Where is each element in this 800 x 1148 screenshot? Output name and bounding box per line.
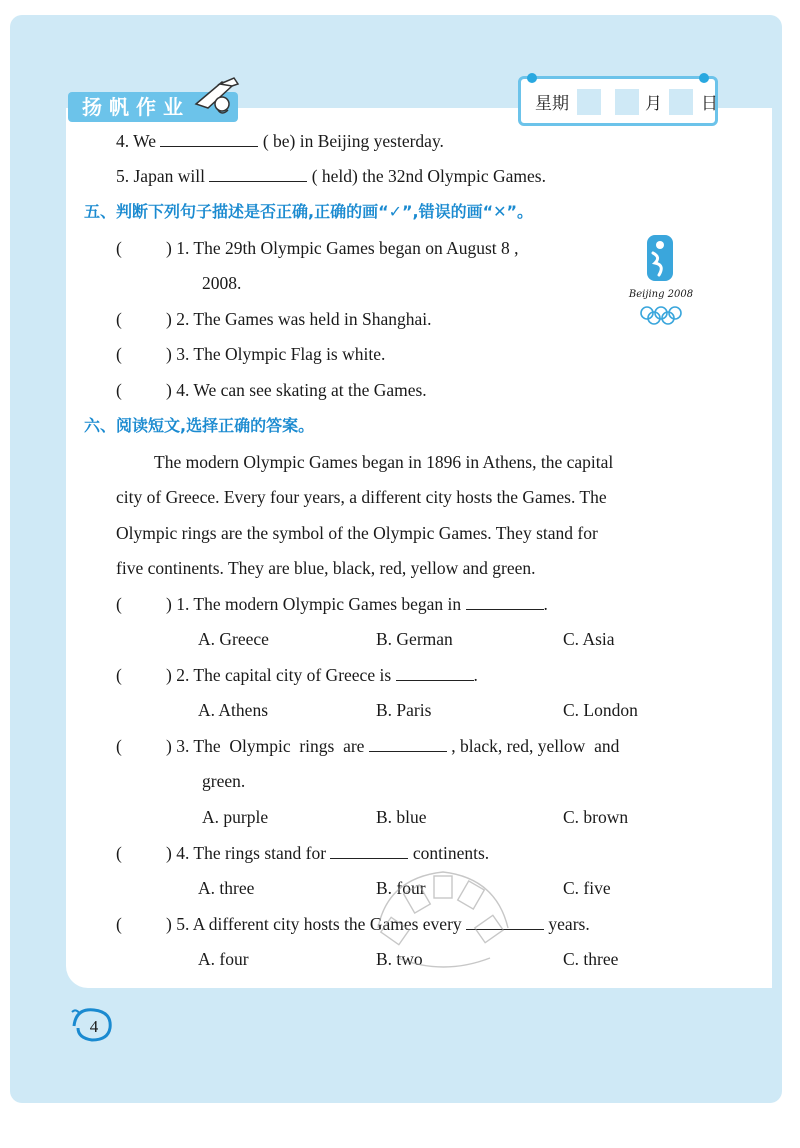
question-text: , black, red, yellow and	[451, 736, 620, 756]
logo-caption: Beijing 2008	[628, 289, 694, 300]
week-field[interactable]	[577, 89, 601, 115]
brand-title: 扬帆作业	[68, 92, 238, 122]
section-title-6: 六、阅读短文,选择正确的答案。	[84, 416, 315, 435]
watermark-stamp	[368, 858, 518, 976]
option-a[interactable]: A. Athens	[198, 700, 268, 720]
judge-item-4: ) 4. We can see skating at the Games.	[166, 380, 427, 400]
option-c[interactable]: C. three	[563, 949, 619, 969]
choice-question-2	[166, 664, 478, 686]
answer-paren[interactable]: (	[116, 309, 122, 329]
option-c[interactable]: C. brown	[563, 807, 629, 827]
beijing-2008-logo	[625, 233, 697, 325]
answer-paren[interactable]: (	[116, 736, 122, 756]
question-5	[116, 165, 546, 187]
option-b[interactable]: B. four	[376, 878, 426, 898]
answer-paren[interactable]: (	[116, 914, 122, 934]
answer-paren[interactable]: (	[116, 344, 122, 364]
passage-line: five continents. They are blue, black, red, yellow and green.	[116, 558, 536, 578]
question-text: 5. Japan will	[116, 166, 205, 186]
question-cont: green.	[202, 771, 246, 791]
choice-question-3	[166, 735, 619, 757]
pin-icon	[527, 73, 537, 83]
judge-item-3: ) 3. The Olympic Flag is white.	[166, 344, 386, 364]
date-box	[518, 76, 718, 126]
judge-item-2: ) 2. The Games was held in Shanghai.	[166, 309, 432, 329]
day-label: 日	[701, 94, 718, 114]
answer-blank[interactable]	[369, 735, 447, 752]
option-b[interactable]: B. two	[376, 949, 423, 969]
question-text: ) 5. A different city hosts the Games every	[166, 914, 462, 934]
answer-paren[interactable]: (	[116, 594, 122, 614]
choice-question-1	[166, 593, 548, 615]
answer-blank[interactable]	[209, 165, 307, 182]
judge-item-1-cont: 2008.	[202, 273, 242, 293]
week-label: 星期	[535, 94, 569, 114]
option-c[interactable]: C. Asia	[563, 629, 615, 649]
answer-blank[interactable]	[330, 842, 408, 859]
answer-blank[interactable]	[396, 664, 474, 681]
answer-paren[interactable]: (	[116, 238, 122, 258]
question-text: .	[543, 594, 548, 614]
question-text: years.	[548, 914, 590, 934]
question-text: .	[473, 665, 478, 685]
question-4	[116, 130, 444, 152]
section-title-5: 五、判断下列句子描述是否正确,正确的画“✓”,错误的画“✕”。	[84, 202, 534, 221]
question-text: ) 1. The modern Olympic Games began in	[166, 594, 462, 614]
option-c[interactable]: C. London	[563, 700, 638, 720]
option-a[interactable]: A. three	[198, 878, 255, 898]
month-label: 月	[645, 94, 662, 114]
judge-item-1: ) 1. The 29th Olympic Games began on August 8 ,	[166, 238, 519, 258]
question-text: ) 3. The Olympic rings are	[166, 736, 365, 756]
question-text: 4. We	[116, 131, 157, 151]
month-field[interactable]	[615, 89, 639, 115]
option-a[interactable]: A. Greece	[198, 629, 269, 649]
question-text: ) 2. The capital city of Greece is	[166, 665, 392, 685]
option-b[interactable]: B. Paris	[376, 700, 432, 720]
answer-paren[interactable]: (	[116, 843, 122, 863]
passage-line: city of Greece. Every four years, a different city hosts the Games. The	[116, 487, 607, 507]
option-a[interactable]: A. purple	[202, 807, 269, 827]
passage-line: Olympic rings are the symbol of the Olympic Games. They stand for	[116, 523, 598, 543]
option-b[interactable]: B. German	[376, 629, 453, 649]
question-text: ( be) in Beijing yesterday.	[262, 131, 444, 151]
answer-paren[interactable]: (	[116, 380, 122, 400]
option-a[interactable]: A. four	[198, 949, 249, 969]
answer-paren[interactable]: (	[116, 665, 122, 685]
question-text: continents.	[412, 843, 490, 863]
page-number-badge	[68, 1002, 118, 1042]
mascot-icon	[192, 74, 242, 116]
answer-blank[interactable]	[160, 130, 258, 147]
option-b[interactable]: B. blue	[376, 807, 427, 827]
question-text: ( held) the 32nd Olympic Games.	[311, 166, 546, 186]
question-text: ) 4. The rings stand for	[166, 843, 327, 863]
day-field[interactable]	[669, 89, 693, 115]
pin-icon	[699, 73, 709, 83]
passage-line: The modern Olympic Games began in 1896 in Athens, the capital	[154, 452, 614, 472]
option-c[interactable]: C. five	[563, 878, 611, 898]
answer-blank[interactable]	[466, 593, 544, 610]
page-number: 4	[89, 1017, 99, 1036]
